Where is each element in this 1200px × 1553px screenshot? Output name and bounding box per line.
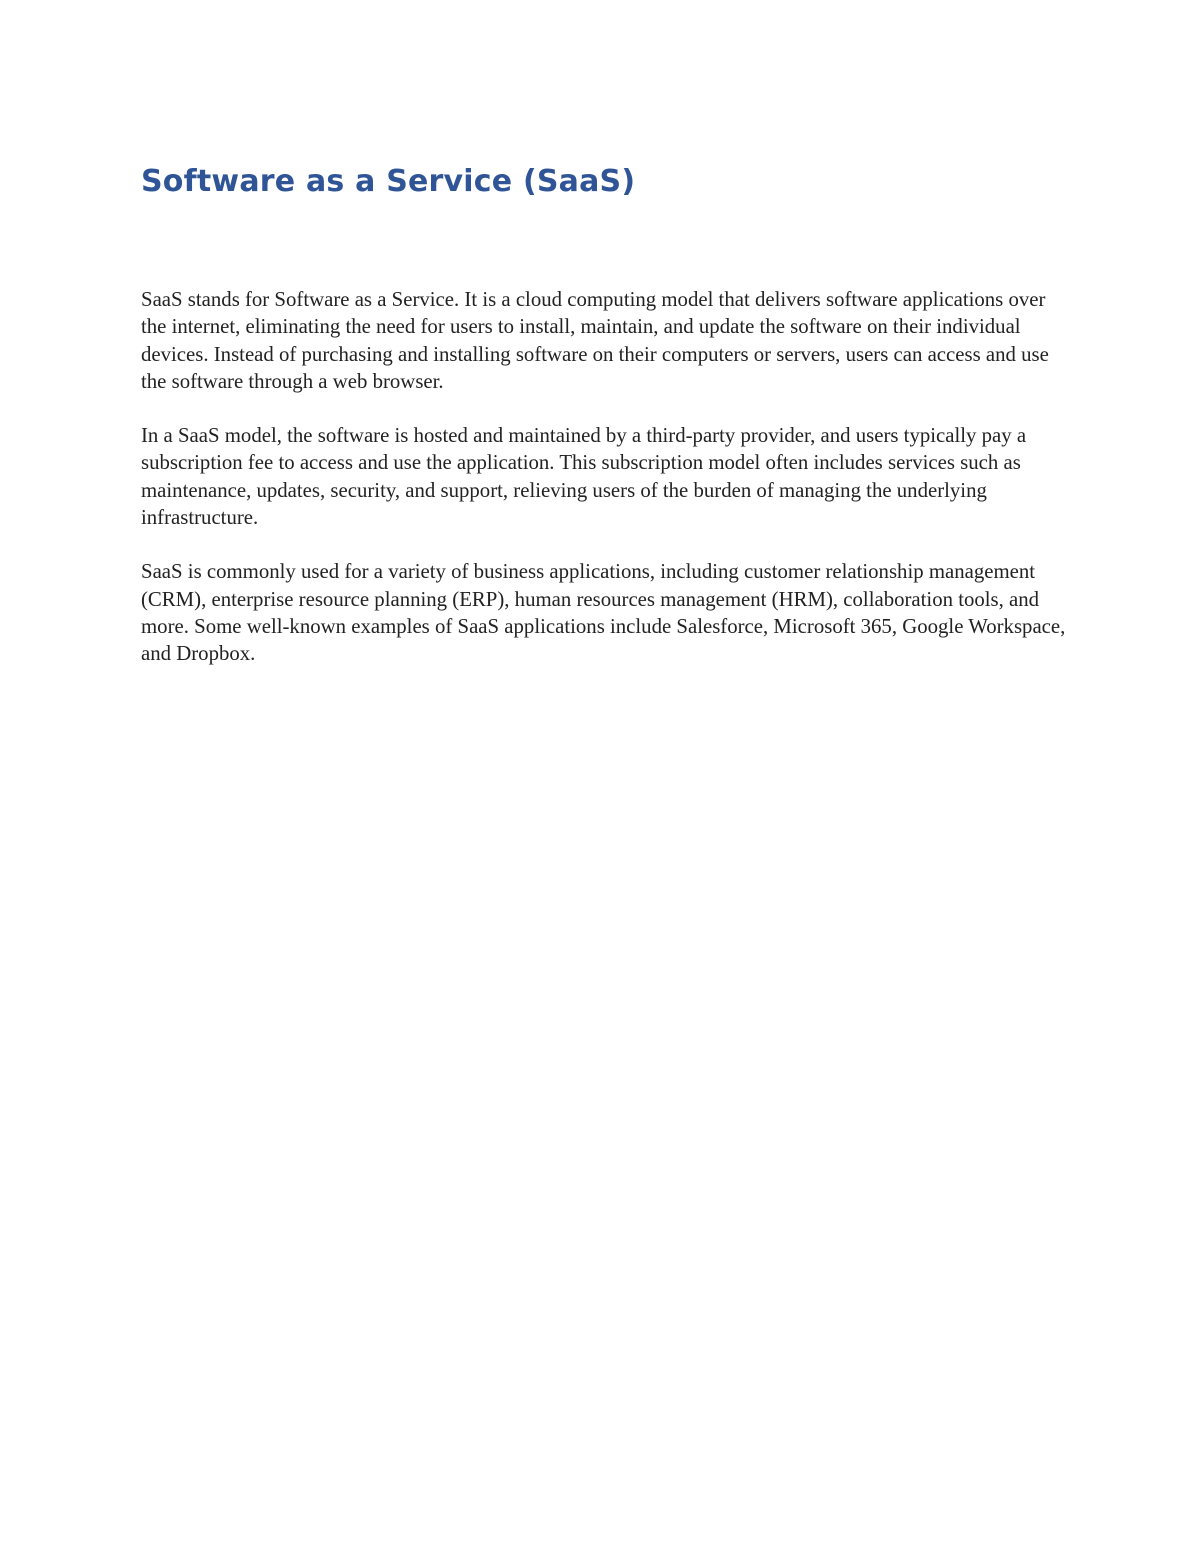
document-content [141,160,1071,695]
paragraph-model: In a SaaS model, the software is hosted and maintained by a third-party provider, and users typically pay a subscription fee to access and use the application. This subscription model often includes services such as maintenance, updates, security, and support, relieving users of the burden of managing the underlying infrastructure. [141,424,1027,530]
document-body [141,286,1071,668]
paragraph-definition: SaaS stands for Software as a Service. It is a cloud computing model that delivers software applications over the internet, eliminating the need for users to install, maintain, and update the software on their individual devices. Instead of purchasing and installing software on their computers or servers, users can access and use the software through a web browser. [141,288,1049,393]
paragraph-applications: SaaS is commonly used for a variety of business applications, including customer relationship management (CRM), enterprise resource planning (ERP), human resources management (HRM), collaboration tools, and more. Some well-known examples of SaaS applications include Salesforce, Microsoft 365, Google Workspace, and Dropbox. [141,560,1066,666]
document-title: Software as a Service (SaaS) [141,164,636,199]
